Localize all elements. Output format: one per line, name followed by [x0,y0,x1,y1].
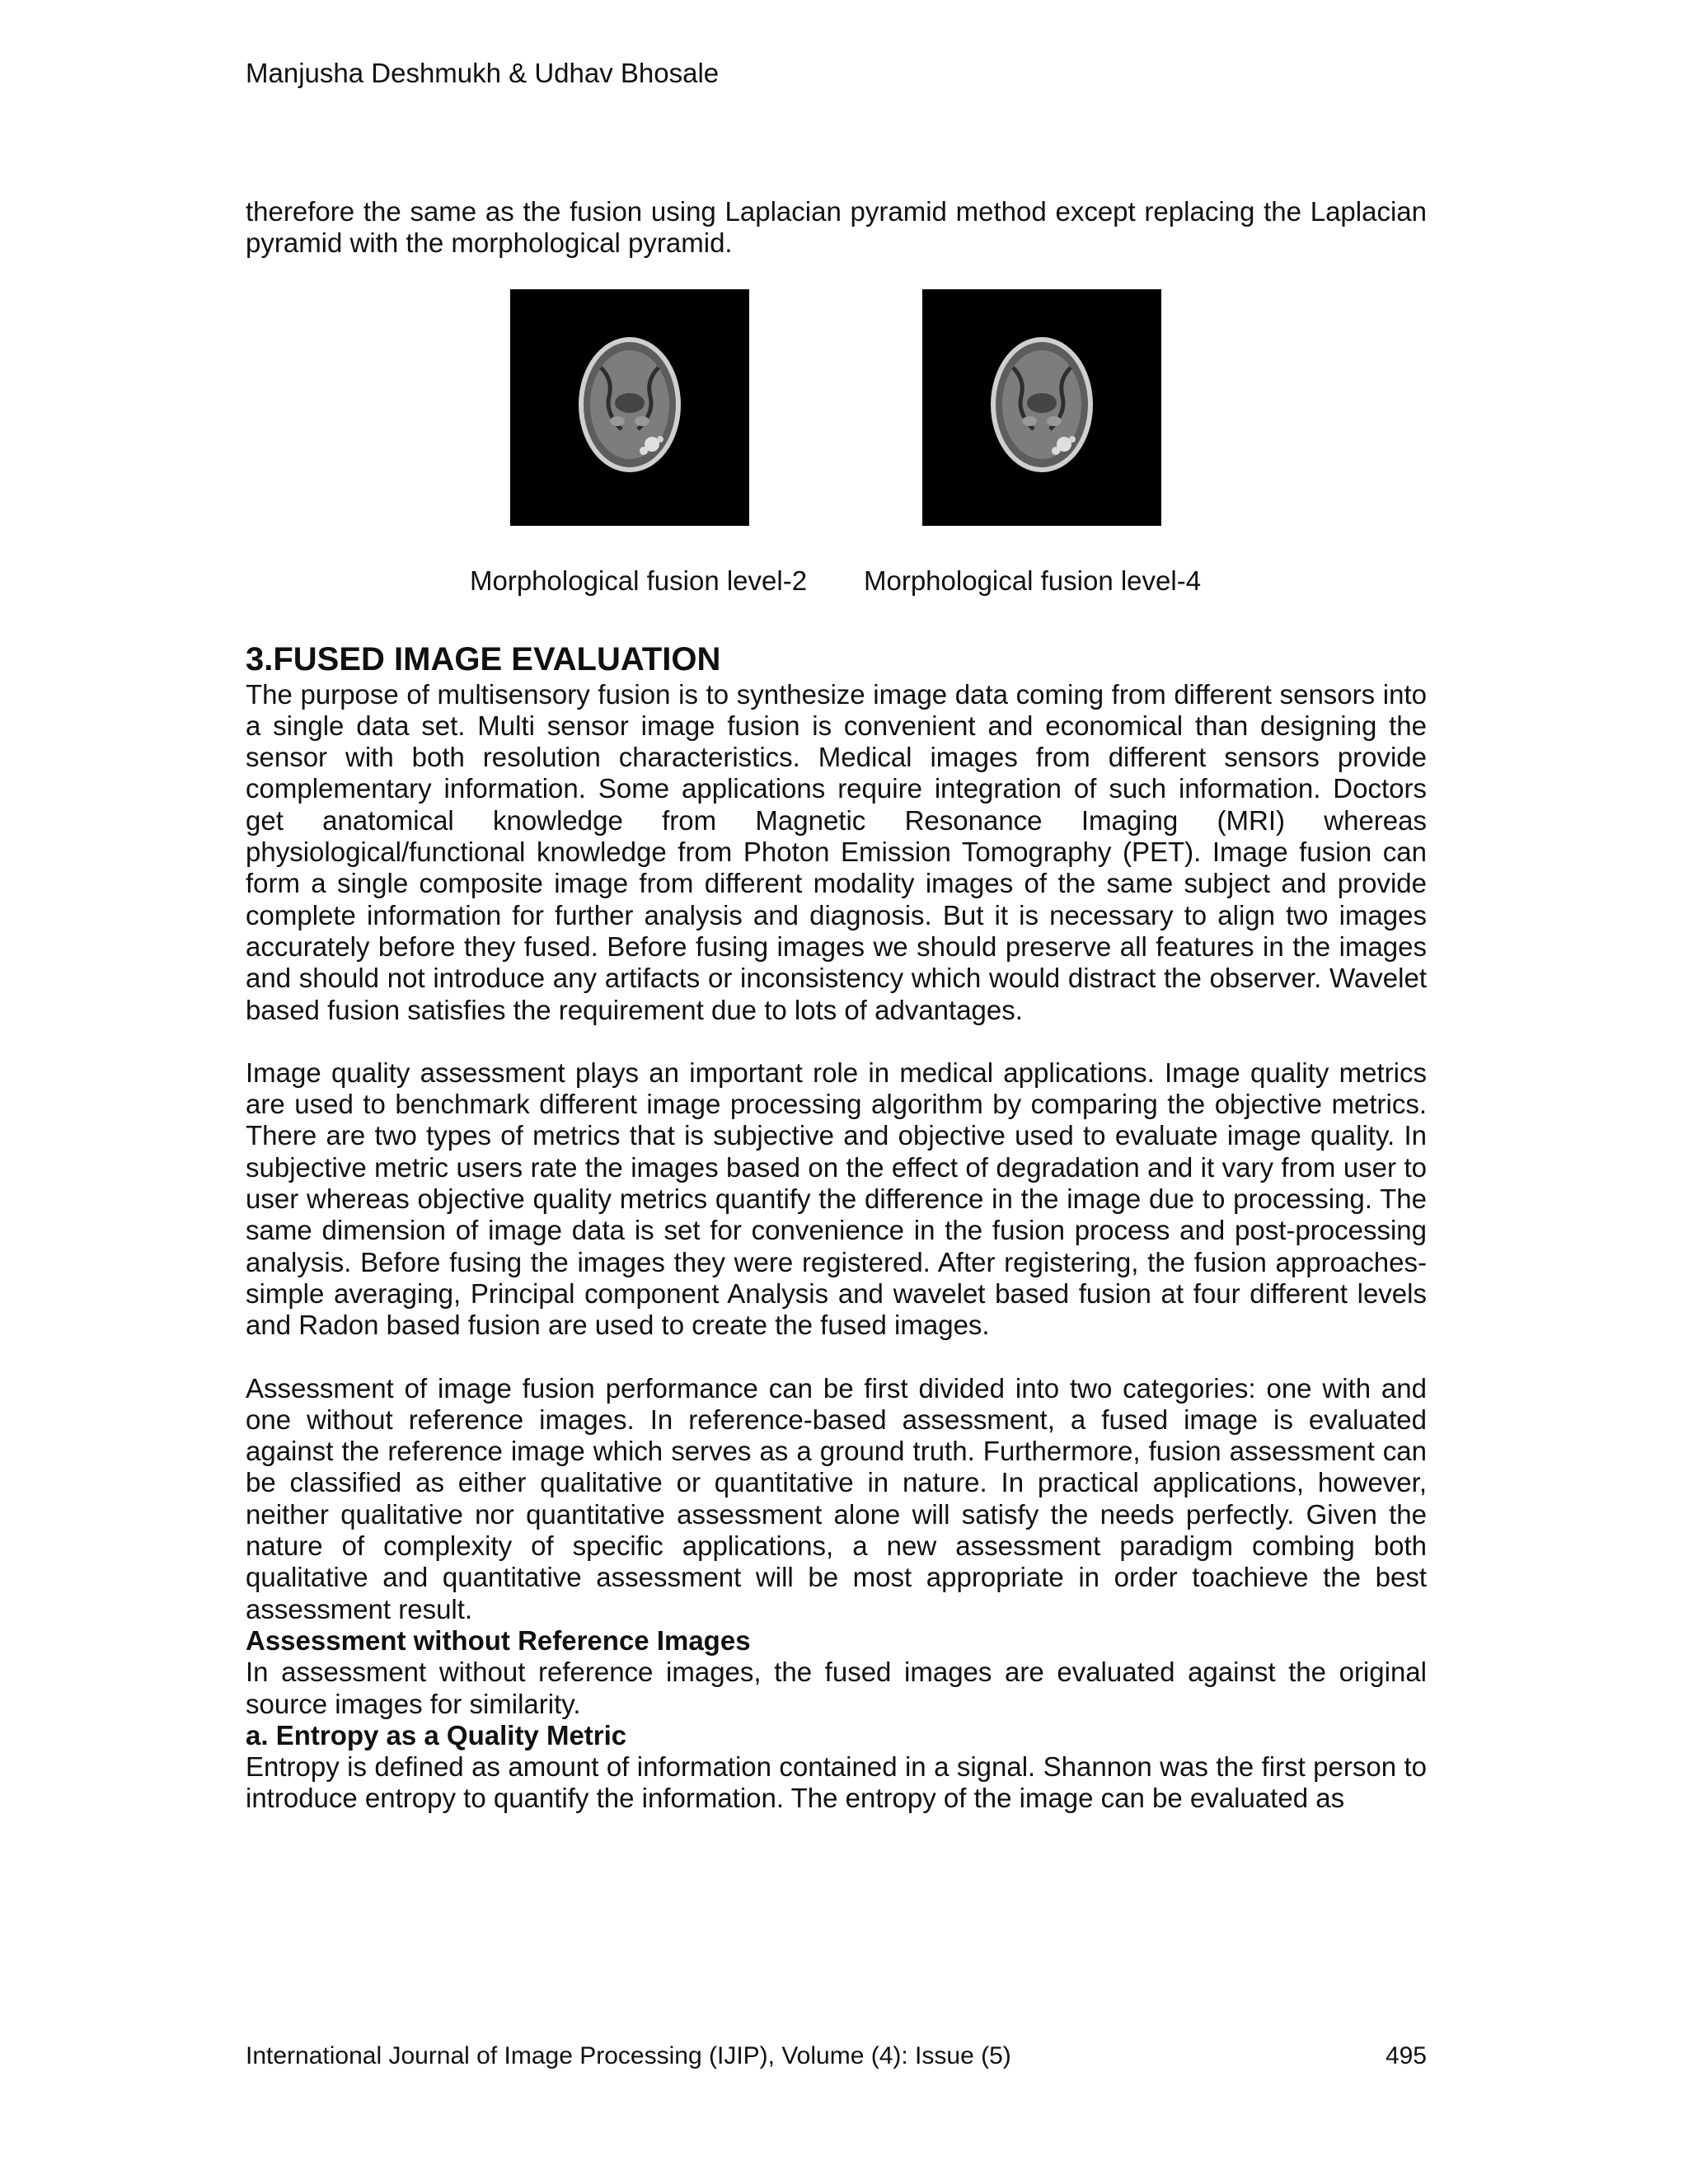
page-content [246,196,1427,1815]
page-number: 495 [1385,2042,1427,2069]
subsubsection-title: a. Entropy as a Quality Metric [246,1719,627,1750]
paragraph-quality-assessment: Image quality assessment plays an important role in medical applications. Image quality metrics are used to benchmark different image processing algorithm by comparing the objective metrics. There are two types of metrics that is subjective and objective used to evaluate image quality. In subjective metric users rate the images based on the effect of degradation and it vary from user to user whereas objective quality metrics quantify the difference in the image due to processing. The same dimension of image data is set for convenience in the fusion process and post-processing analysis. Before fusing the images they were registered. After registering, the fusion approaches- simple averaging, Principal component Analysis and wavelet based fusion at four different levels and Radon based fusion are used to create the fused images. [246,1057,1427,1341]
page-footer [246,2042,1427,2070]
intro-paragraph: therefore the same as the fusion using Laplacian pyramid method except replacing the Laplacian pyramid with the morphological pyramid. [246,196,1427,259]
caption-level-4: Morphological fusion level-4 [864,565,1202,596]
section-title: 3.FUSED IMAGE EVALUATION [246,640,721,677]
paragraph-purpose: The purpose of multisensory fusion is to synthesize image data coming from different sensors into a single data set. Multi sensor image fusion is convenient and economical than designing the sensor with both resolution characteristics. Medical images from different sensors provide complementary information. Some applications require integration of such information. Doctors get anatomical knowledge from Magnetic Resonance Imaging (MRI) whereas physiological/functional knowledge from Photon Emission Tomography (PET). Image fusion can form a single composite image from different modality images of the same subject and provide complete information for further analysis and diagnosis. But it is necessary to align two images accurately before they fused. Before fusing images we should preserve all features in the images and should not introduce any artifacts or inconsistency which would distract the observer. Wavelet based fusion satisfies the requirement due to lots of advantages. [246,678,1427,1025]
fusion-level-4-image [922,289,1161,526]
figure-row [246,289,1427,635]
figure-captions [246,565,1427,598]
journal-citation: International Journal of Image Processing (IJIP), Volume (4): Issue (5) [246,2042,1011,2069]
fusion-level-2-image [510,289,749,526]
caption-level-2: Morphological fusion level-2 [470,565,808,596]
running-header: Manjusha Deshmukh & Udhav Bhosale [246,58,720,88]
brain-mri-level-4 [922,289,1161,526]
subsection-text: In assessment without reference images, the fused images are evaluated against the original source images for similarity. [246,1657,1427,1719]
brain-mri-level-2 [510,289,749,526]
subsubsection-text: Entropy is defined as amount of information contained in a signal. Shannon was the first person to introduce entropy to quantify the information. The entropy of the image can be evaluated as [246,1751,1427,1814]
paragraph-fusion-performance: Assessment of image fusion performance can be first divided into two categories: one with and one without reference images. In reference-based assessment, a fused image is evaluated against the reference image which serves as a ground truth. Furthermore, fusion assessment can be classified as either qualitative or quantitative in nature. In practical applications, however, neither qualitative nor quantitative assessment alone will satisfy the needs perfectly. Given the nature of complexity of specific applications, a new assessment paradigm combing both qualitative and quantitative assessment will be most appropriate in order toachieve the best assessment result. [246,1372,1427,1624]
subsection-title: Assessment without Reference Images [246,1624,751,1656]
